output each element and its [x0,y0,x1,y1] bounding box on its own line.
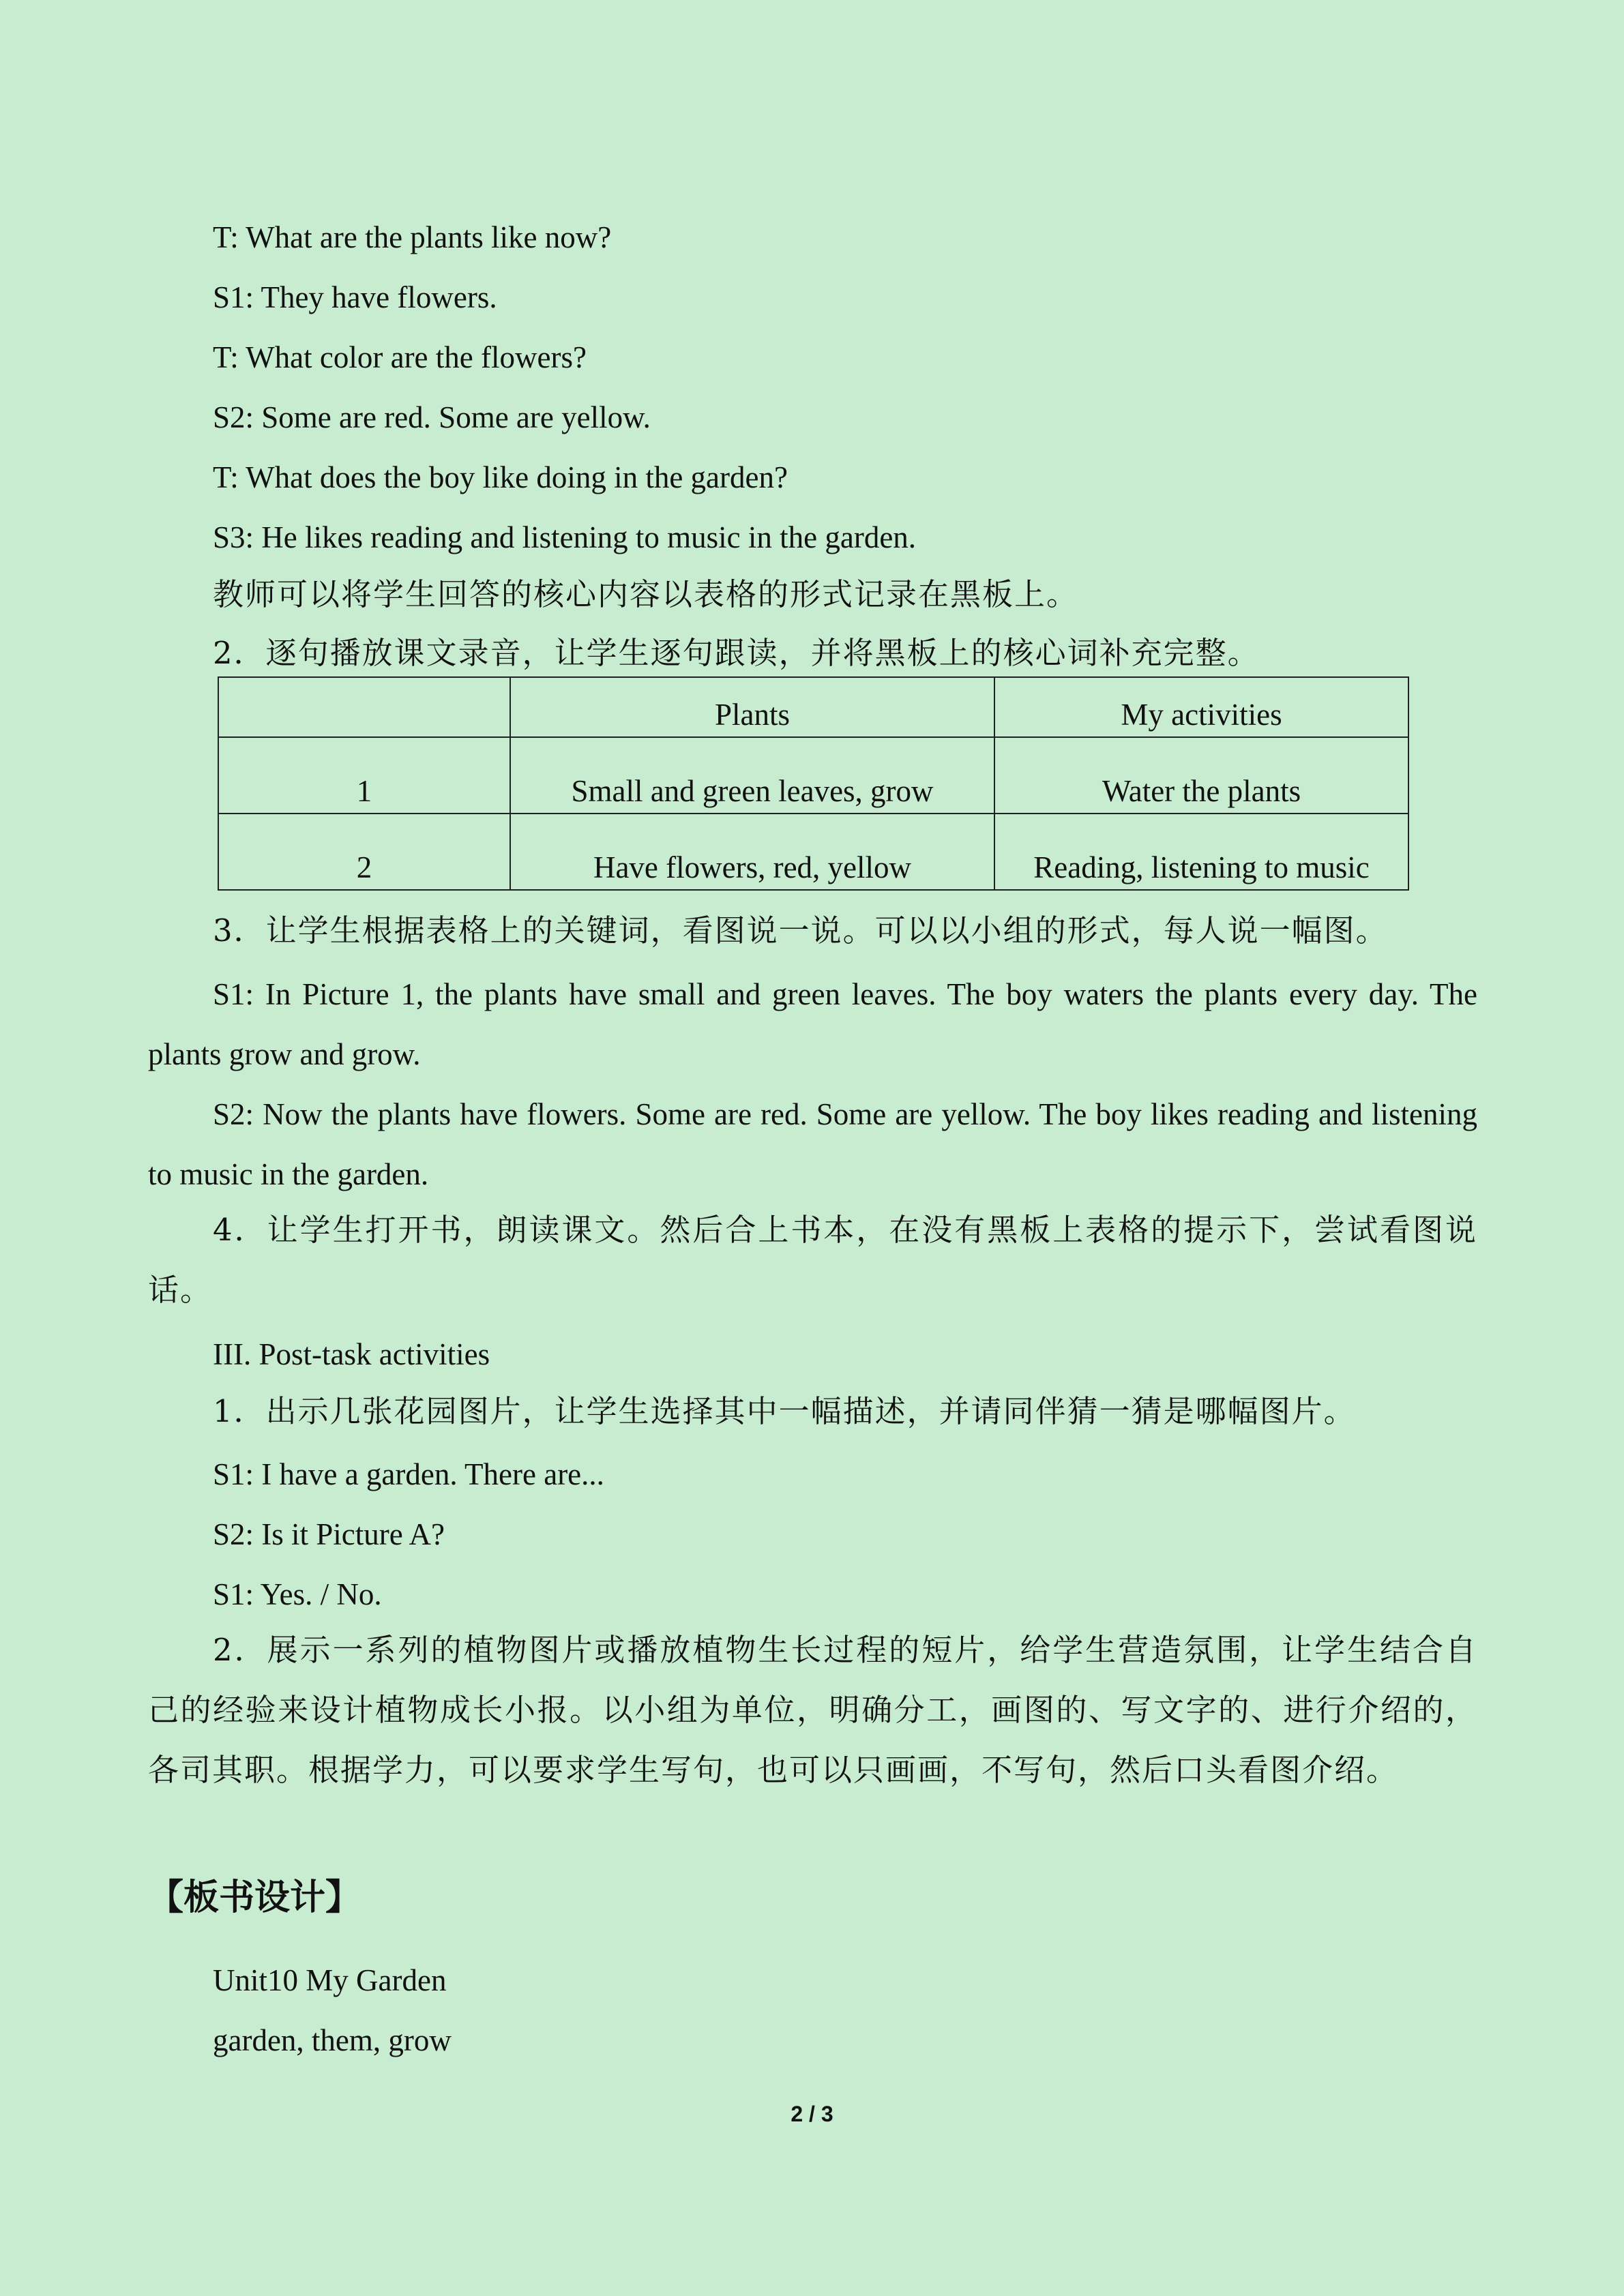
board-design-heading: 【板书设计】 [148,1877,361,1918]
table-cell: 2 [218,814,510,890]
board-line: garden, them, grow [213,2023,452,2057]
post-step-1-text: 1．出示几张花园图片，让学生选择其中一幅描述，并请同伴猜一猜是哪幅图片。 [213,1393,1356,1429]
dialogue-line: S3: He likes reading and listening to music in the garden. [213,520,917,554]
post-task-title: III. Post-task activities [213,1337,490,1371]
post-step-2-text: 2．展示一系列的植物图片或播放植物生长过程的短片，给学生营造氛围，让学生结合自己的经验来设计植物成长小报。以小组为单位，明确分工，画图的、写文字的、进行介绍的，各司其职。根据学力，可以要求学生写句，也可以只画画，不写句，然后口头看图介绍。 [148,1632,1477,1788]
table-header-cell: My activities [994,677,1408,737]
table-cell: Water the plants [994,737,1408,814]
board-line: Unit10 My Garden [213,1963,447,1997]
dialogue-line: T: What are the plants like now? [213,220,612,254]
dialogue-line: S1: They have flowers. [213,280,497,314]
dialogue-line: T: What does the boy like doing in the garden? [213,460,788,494]
dialogue-line: S2: Is it Picture A? [213,1517,445,1551]
table-cell: Reading, listening to music [994,814,1408,890]
table-cell: 1 [218,737,510,814]
table-row [218,737,1408,814]
step-3-text: 3．让学生根据表格上的关键词，看图说一说。可以以小组的形式，每人说一幅图。 [213,912,1388,949]
keyword-table [218,676,1409,891]
dialogue-line: S1: Yes. / No. [213,1577,382,1611]
step-2-text: 2．逐句播放课文录音，让学生逐句跟读，并将黑板上的核心词补充完整。 [213,635,1260,671]
table-header-cell [218,677,510,737]
table-header-row [218,677,1408,737]
s1-paragraph: S1: In Picture 1, the plants have small and green leaves. The boy waters the plants every day. The plants grow and grow. [148,977,1477,1071]
dialogue-line: S2: Some are red. Some are yellow. [213,400,651,434]
table-cell: Have flowers, red, yellow [510,814,994,890]
table-row [218,814,1408,890]
step-4-text: 4．让学生打开书，朗读课文。然后合上书本，在没有黑板上表格的提示下，尝试看图说话。 [148,1212,1477,1308]
table-cell: Small and green leaves, grow [510,737,994,814]
note-record: 教师可以将学生回答的核心内容以表格的形式记录在黑板上。 [213,576,1079,612]
table-header-cell: Plants [510,677,994,737]
dialogue-line: T: What color are the flowers? [213,340,587,374]
page-number: 2 / 3 [791,2102,833,2126]
s2-paragraph: S2: Now the plants have flowers. Some are red. Some are yellow. The boy likes reading and listening to music in the garden. [148,1097,1477,1191]
dialogue-line: S1: I have a garden. There are... [213,1457,604,1491]
